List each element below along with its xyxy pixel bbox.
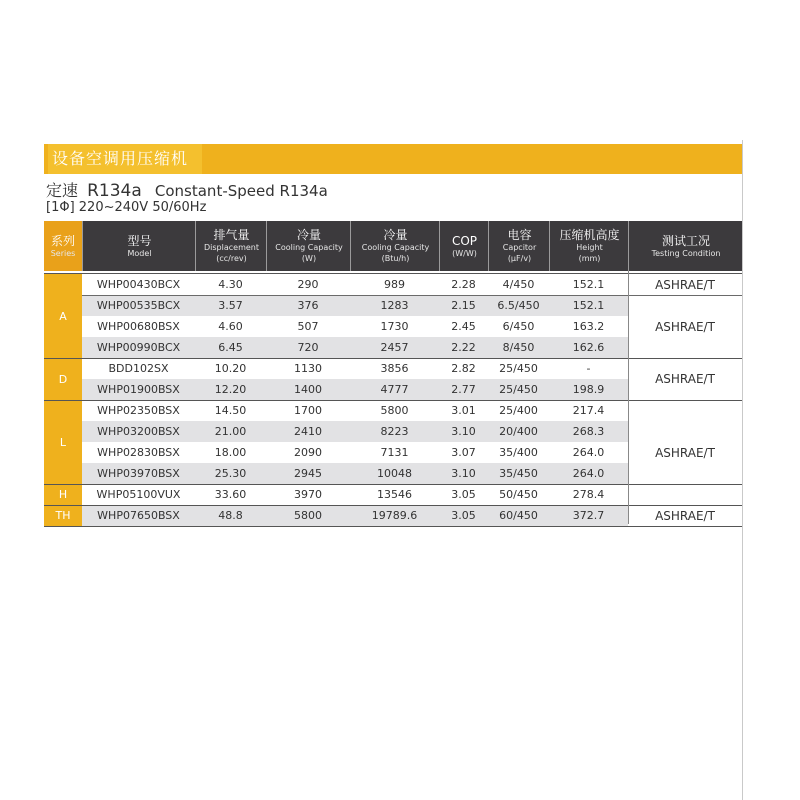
table-row (82, 358, 628, 379)
header-capacitor-en: Capcitor (502, 243, 537, 252)
cell-displacement: 48.8 (218, 509, 243, 522)
cell-cap-w: 1130 (294, 362, 322, 375)
cell-displacement: 6.45 (218, 341, 243, 354)
cell-displacement: 18.00 (214, 446, 247, 459)
series-th: TH (44, 505, 82, 526)
testing-cell-a1: ASHRAE/T (655, 277, 715, 292)
testing-cell-a2: ASHRAE/T (655, 319, 715, 334)
cell-capacitor: 4/450 (502, 278, 535, 291)
table-row (82, 274, 628, 295)
cell-height: 372.7 (572, 509, 605, 522)
cell-cap-w: 720 (297, 341, 319, 354)
cell-displacement: 4.60 (218, 320, 243, 333)
cell-cop: 2.22 (451, 341, 476, 354)
cell-model: WHP03970BSX (97, 467, 180, 480)
cell-capacitor: 25/450 (499, 383, 538, 396)
header-cop (439, 221, 489, 271)
header-cooling-w-cn: 冷量 (296, 228, 321, 242)
cell-cap-btu: 7131 (380, 446, 409, 459)
header-cooling-btu (350, 221, 440, 271)
row-line (82, 295, 742, 296)
cell-cap-btu: 13546 (377, 488, 412, 501)
cell-displacement: 33.60 (214, 488, 247, 501)
series-d: D (44, 358, 82, 400)
cell-cap-btu: 10048 (377, 467, 412, 480)
cell-capacitor: 25/400 (499, 404, 538, 417)
cell-cap-btu: 2457 (380, 341, 409, 354)
header-testing (628, 221, 743, 271)
header-cooling-btu-cn: 冷量 (383, 228, 408, 242)
group-line (44, 273, 742, 274)
cell-capacitor: 35/450 (499, 467, 538, 480)
cell-model: WHP03200BSX (97, 425, 180, 438)
cell-capacitor: 6.5/450 (497, 299, 540, 312)
table-row (82, 463, 628, 484)
group-line (44, 400, 742, 401)
cell-model: WHP01900BSX (97, 383, 180, 396)
cell-cap-btu: 989 (384, 278, 405, 291)
cell-height: 278.4 (572, 488, 605, 501)
cell-height: 152.1 (572, 299, 605, 312)
header-model-en: Model (127, 248, 152, 258)
header-cooling-w (266, 221, 351, 271)
cell-displacement: 12.20 (214, 383, 247, 396)
cell-displacement: 14.50 (214, 404, 247, 417)
cell-cap-w: 2410 (294, 425, 322, 438)
header-cooling-w-en: Cooling Capacity (275, 243, 343, 252)
header-height-unit: (mm) (578, 254, 601, 263)
header-height (549, 221, 629, 271)
cell-capacitor: 35/400 (499, 446, 538, 459)
cell-cap-w: 2945 (294, 467, 322, 480)
header-cooling-w-unit: (W) (301, 254, 317, 263)
cell-cap-w: 1700 (294, 404, 322, 417)
cell-model: WHP05100VUX (96, 488, 181, 501)
header-series (44, 221, 82, 271)
cell-displacement: 10.20 (214, 362, 247, 375)
header-height-cn: 压缩机高度 (559, 228, 620, 242)
cell-cap-w: 507 (297, 320, 319, 333)
cell-cap-w: 1400 (294, 383, 322, 396)
cell-model: WHP00430BCX (96, 278, 181, 291)
cell-cap-btu: 19789.6 (371, 509, 418, 522)
cell-height: 268.3 (572, 425, 605, 438)
header-displacement (195, 221, 267, 271)
power-spec: [1Φ] 220~240V 50/60Hz (46, 200, 207, 215)
cell-height: 162.6 (572, 341, 605, 354)
cell-cap-btu: 8223 (380, 425, 409, 438)
group-line (44, 358, 742, 359)
header-displacement-en: Displacement (204, 243, 259, 252)
header-capacitor-unit: (μF/v) (507, 254, 532, 263)
testing-cell-lh: ASHRAE/T (655, 445, 715, 460)
cell-cap-btu: 3856 (380, 362, 409, 375)
cell-cap-btu: 1283 (380, 299, 409, 312)
header-series-en: Series (50, 248, 76, 258)
cell-cop: 3.01 (451, 404, 476, 417)
cell-cap-w: 3970 (294, 488, 322, 501)
cell-height: 264.0 (572, 467, 605, 480)
header-cop-en: (W/W) (452, 248, 477, 258)
header-model-cn: 型号 (127, 233, 152, 248)
header-cooling-btu-en: Cooling Capacity (361, 243, 430, 252)
cell-height: 152.1 (572, 278, 605, 291)
header-model (82, 221, 196, 271)
group-line (44, 526, 742, 527)
header-cop-cn: COP (451, 233, 478, 248)
cell-capacitor: 8/450 (502, 341, 535, 354)
cell-capacitor: 25/450 (499, 362, 538, 375)
cell-cap-w: 376 (297, 299, 319, 312)
table-row (82, 400, 628, 421)
table-row (82, 295, 628, 316)
cell-height: 198.9 (572, 383, 605, 396)
header-testing-cn: 测试工况 (661, 233, 710, 248)
cell-cap-btu: 5800 (380, 404, 409, 417)
header-testing-en: Testing Condition (651, 248, 721, 258)
cell-cap-btu: 4777 (380, 383, 409, 396)
cell-height: 217.4 (572, 404, 605, 417)
group-line (44, 484, 742, 485)
table-row (82, 421, 628, 442)
cell-cop: 3.10 (451, 425, 476, 438)
subtitle-cn: 定速 (46, 181, 79, 200)
table-row (82, 484, 628, 505)
cell-displacement: 21.00 (214, 425, 247, 438)
header-capacitor (488, 221, 550, 271)
cell-cap-btu: 1730 (380, 320, 409, 333)
cell-cop: 3.10 (451, 467, 476, 480)
table-row (82, 505, 628, 526)
cell-cop: 3.07 (451, 446, 476, 459)
table-header (44, 221, 742, 271)
table-row (82, 442, 628, 463)
header-displacement-unit: (cc/rev) (216, 254, 247, 263)
cell-capacitor: 60/450 (499, 509, 538, 522)
column-divider (628, 271, 629, 524)
testing-cell-th: ASHRAE/T (655, 508, 715, 523)
table-row (82, 379, 628, 400)
series-l: L (44, 400, 82, 484)
series-h: H (44, 484, 82, 505)
cell-cop: 2.77 (451, 383, 476, 396)
cell-model: WHP00535BCX (96, 299, 181, 312)
cell-displacement: 25.30 (214, 467, 247, 480)
cell-model: WHP00680BSX (97, 320, 180, 333)
cell-displacement: 4.30 (218, 278, 243, 291)
cell-displacement: 3.57 (218, 299, 243, 312)
subtitle (46, 178, 328, 201)
series-a: A (44, 274, 82, 358)
table-row (82, 337, 628, 358)
cell-model: BDD102SX (108, 362, 169, 375)
cell-model: WHP07650BSX (97, 509, 180, 522)
cell-cop: 2.15 (451, 299, 476, 312)
cell-cop: 3.05 (451, 509, 476, 522)
title-banner (44, 144, 742, 174)
cell-capacitor: 20/400 (499, 425, 538, 438)
testing-cell-d: ASHRAE/T (655, 372, 715, 386)
cell-height: 264.0 (572, 446, 605, 459)
cell-height: 163.2 (572, 320, 605, 333)
cell-cop: 2.28 (451, 278, 476, 291)
cell-height: - (586, 362, 591, 375)
cell-cap-w: 5800 (294, 509, 322, 522)
cell-cop: 2.45 (451, 320, 476, 333)
subtitle-en: Constant-Speed R134a (154, 182, 328, 200)
header-cooling-btu-unit: (Btu/h) (381, 254, 410, 263)
group-line (44, 505, 742, 506)
header-displacement-cn: 排气量 (213, 228, 250, 242)
cell-model: WHP02350BSX (97, 404, 180, 417)
subtitle-refrigerant: R134a (87, 181, 142, 201)
cell-model: WHP00990BCX (96, 341, 181, 354)
cell-cap-w: 290 (297, 278, 319, 291)
header-capacitor-cn: 电容 (507, 228, 532, 242)
cell-cop: 3.05 (451, 488, 476, 501)
table-row (82, 316, 628, 337)
cell-capacitor: 6/450 (502, 320, 535, 333)
cell-cop: 2.82 (451, 362, 476, 375)
cell-capacitor: 50/450 (499, 488, 538, 501)
banner-title: 设备空调用压缩机 (48, 144, 202, 174)
cell-model: WHP02830BSX (97, 446, 180, 459)
cell-cap-w: 2090 (294, 446, 322, 459)
header-series-cn: 系列 (50, 233, 75, 248)
header-height-en: Height (576, 243, 603, 252)
